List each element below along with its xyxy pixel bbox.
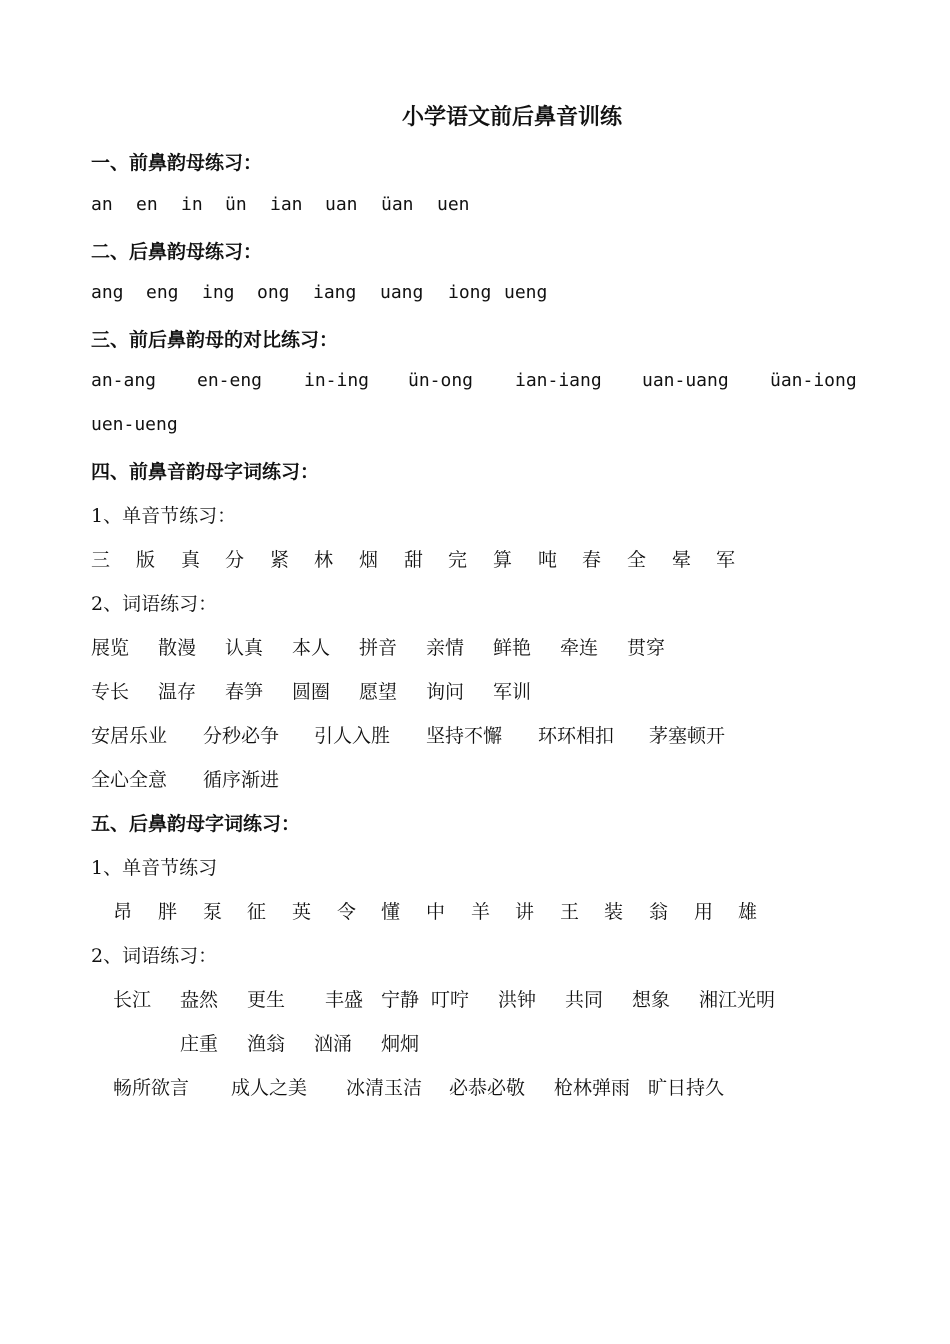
- word-item: 炯炯: [381, 1033, 420, 1055]
- idiom-item: 环环相扣: [538, 725, 615, 747]
- section-4-sub2: 2、词语练习：: [91, 593, 218, 615]
- char-item: 林: [314, 549, 334, 571]
- word-item: 询问: [426, 681, 465, 703]
- pair-item: en-eng: [197, 370, 263, 391]
- section-3-heading: 三、前后鼻韵母的对比练习：: [91, 329, 339, 351]
- word-item: 更生: [247, 989, 286, 1011]
- word-item: 温存: [158, 681, 197, 703]
- idiom-item: 坚持不懈: [426, 725, 503, 747]
- char-item: 用: [694, 901, 714, 923]
- word-item: 想象: [632, 989, 671, 1011]
- word-item: 展览: [91, 637, 130, 659]
- word-item: 盎然: [180, 989, 219, 1011]
- pair-item: ün-ong: [408, 370, 474, 391]
- char-item: 征: [247, 901, 267, 923]
- char-item: 翁: [649, 901, 669, 923]
- final-item: ang: [91, 282, 124, 303]
- word-item: 愿望: [359, 681, 398, 703]
- idiom-item: 枪林弹雨: [554, 1077, 631, 1099]
- word-item: 湘江光明: [699, 989, 776, 1011]
- char-item: 装: [604, 901, 624, 923]
- idiom-item: 引人入胜: [314, 725, 391, 747]
- word-item: 洪钟: [498, 989, 537, 1011]
- word-item: 叮咛: [431, 989, 470, 1011]
- word-item: 贯穿: [627, 637, 666, 659]
- word-item: 散漫: [158, 637, 197, 659]
- char-item: 英: [292, 901, 312, 923]
- final-item: an: [91, 194, 113, 215]
- final-item: ian: [270, 194, 303, 215]
- char-item: 甜: [404, 549, 424, 571]
- pair-item: in-ing: [304, 370, 370, 391]
- char-item: 晕: [672, 549, 692, 571]
- final-item: in: [181, 194, 203, 215]
- idiom-item: 冰清玉洁: [346, 1077, 423, 1099]
- char-item: 春: [582, 549, 602, 571]
- idiom-item: 畅所欲言: [113, 1077, 190, 1099]
- final-item: üan: [381, 194, 414, 215]
- char-item: 泵: [203, 901, 223, 923]
- final-item: iong: [448, 282, 492, 303]
- char-item: 版: [136, 549, 156, 571]
- word-item: 渔翁: [247, 1033, 286, 1055]
- section-4-heading: 四、前鼻音韵母字词练习：: [91, 461, 320, 483]
- char-item: 算: [493, 549, 513, 571]
- word-item: 鲜艳: [493, 637, 532, 659]
- idiom-item: 旷日持久: [648, 1077, 725, 1099]
- pair-item: uan-uang: [642, 370, 729, 391]
- word-item: 圆圈: [292, 681, 331, 703]
- char-item: 吨: [538, 549, 558, 571]
- word-item: 春笋: [225, 681, 264, 703]
- char-item: 分: [225, 549, 245, 571]
- word-item: 本人: [292, 637, 331, 659]
- final-item: uan: [325, 194, 358, 215]
- char-item: 懂: [381, 901, 401, 923]
- idiom-item: 全心全意: [91, 769, 168, 791]
- final-item: ong: [257, 282, 290, 303]
- pair-item: üan-iong: [770, 370, 857, 391]
- section-5-sub1: 1、单音节练习: [91, 857, 218, 879]
- char-item: 烟: [359, 549, 379, 571]
- char-item: 昂: [113, 901, 133, 923]
- char-item: 雄: [738, 901, 758, 923]
- word-item: 认真: [225, 637, 264, 659]
- pair-item: uen-ueng: [91, 414, 178, 435]
- word-item: 长江: [113, 989, 152, 1011]
- char-item: 真: [181, 549, 201, 571]
- section-2-heading: 二、后鼻韵母练习：: [91, 241, 263, 263]
- pair-item: ian-iang: [515, 370, 602, 391]
- final-item: ing: [202, 282, 235, 303]
- word-item: 宁静: [381, 989, 420, 1011]
- char-item: 紧: [270, 549, 290, 571]
- final-item: ün: [225, 194, 247, 215]
- word-item: 专长: [91, 681, 130, 703]
- char-item: 胖: [158, 901, 178, 923]
- section-1-heading: 一、前鼻韵母练习：: [91, 152, 263, 174]
- word-item: 亲情: [426, 637, 465, 659]
- char-item: 全: [627, 549, 647, 571]
- char-item: 讲: [515, 901, 535, 923]
- word-item: 庄重: [180, 1033, 219, 1055]
- word-item: 拼音: [359, 637, 398, 659]
- char-item: 军: [716, 549, 736, 571]
- section-5-sub2: 2、词语练习：: [91, 945, 218, 967]
- char-item: 羊: [471, 901, 491, 923]
- idiom-item: 循序渐进: [203, 769, 280, 791]
- final-item: uang: [380, 282, 424, 303]
- word-item: 军训: [493, 681, 532, 703]
- idiom-item: 必恭必敬: [449, 1077, 526, 1099]
- char-item: 中: [426, 901, 446, 923]
- idiom-item: 茅塞顿开: [649, 725, 726, 747]
- word-item: 汹涌: [314, 1033, 353, 1055]
- word-item: 共同: [565, 989, 604, 1011]
- final-item: en: [136, 194, 158, 215]
- idiom-item: 分秒必争: [203, 725, 280, 747]
- idiom-item: 安居乐业: [91, 725, 168, 747]
- char-item: 王: [560, 901, 580, 923]
- section-4-sub1: 1、单音节练习：: [91, 505, 237, 527]
- char-item: 三: [91, 549, 111, 571]
- word-item: 牵连: [560, 637, 599, 659]
- page-title: 小学语文前后鼻音训练: [401, 104, 622, 130]
- word-item: 丰盛: [325, 989, 364, 1011]
- char-item: 令: [337, 901, 357, 923]
- final-item: uen: [437, 194, 470, 215]
- final-item: ueng: [504, 282, 548, 303]
- pair-item: an-ang: [91, 370, 157, 391]
- section-5-heading: 五、后鼻韵母字词练习：: [91, 813, 301, 835]
- final-item: iang: [313, 282, 357, 303]
- char-item: 完: [448, 549, 468, 571]
- final-item: eng: [146, 282, 179, 303]
- idiom-item: 成人之美: [231, 1077, 308, 1099]
